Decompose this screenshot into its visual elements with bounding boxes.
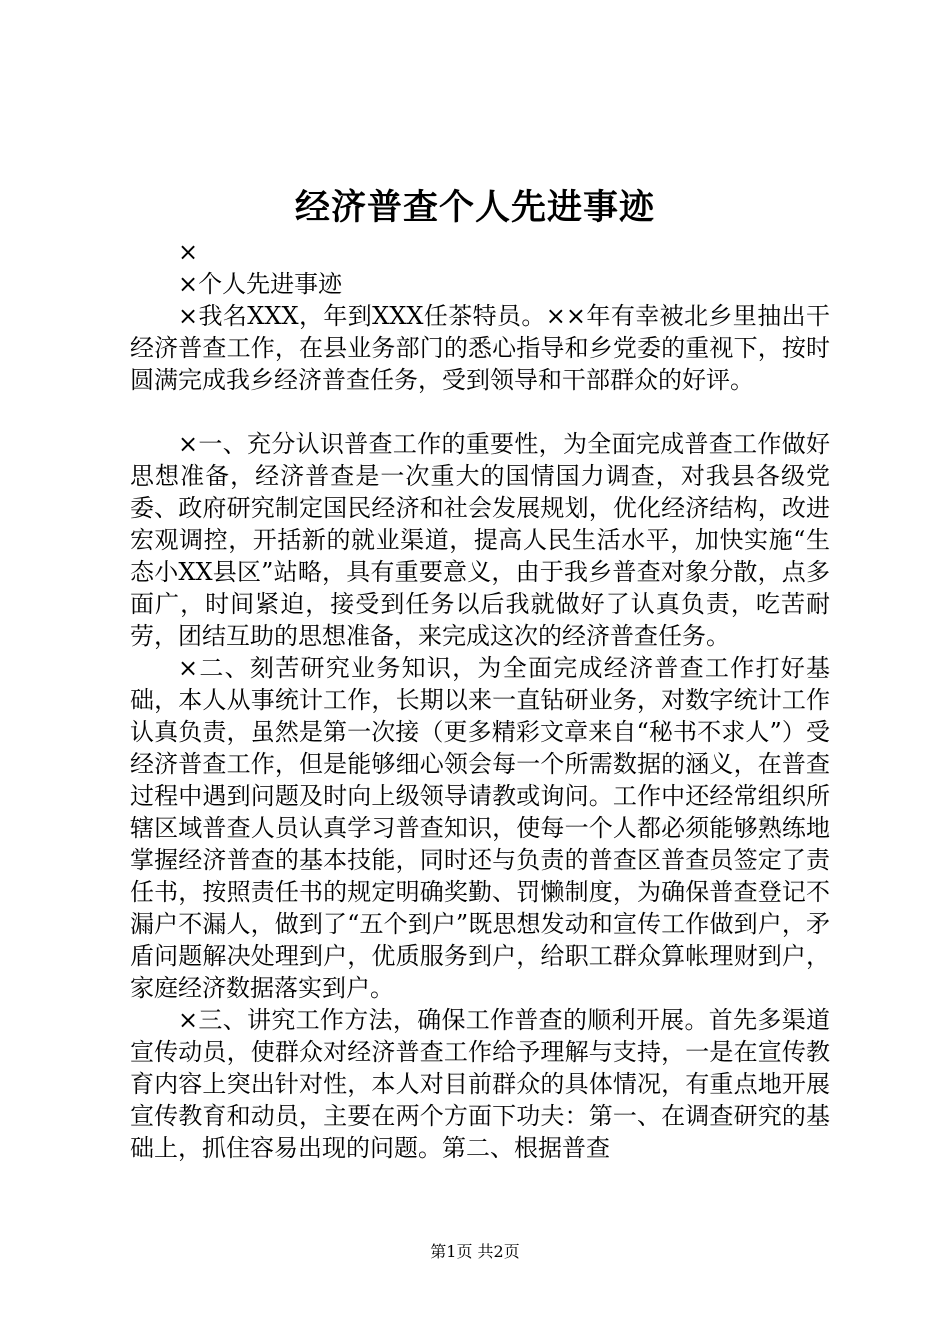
- paragraph-1: ×: [178, 238, 199, 266]
- document-title: 经济普查个人先进事迹: [294, 187, 655, 228]
- document-body: [130, 236, 830, 1164]
- paragraph-2: ×个人先进事迹: [178, 270, 343, 298]
- paragraph-4: ×一、充分认识普查工作的重要性，为全面完成普查工作做好思想准备，经济普查是一次重大的国情国力调查，对我县各级党委、政府研究制定国民经济和社会发展规划，优化经济结构，改进宏观调控，开括新的就业渠道，提高人民生活水平，加快实施“生态小XX县区”站略，具有重要意义，由于我乡普查对象分散，点多面广，时间紧迫，接受到任务以后我就做好了认真负责，吃苦耐劳，团结互助的思想准备，来完成这次的经济普查任务。: [130, 430, 830, 650]
- page-number-footer: 第1页 共2页: [430, 1242, 520, 1261]
- paragraph-3: ×我名XXX，年到XXX任茶特员。××年有幸被北乡里抽出干经济普查工作，在县业务部门的悉心指导和乡党委的重视下，按时圆满完成我乡经济普查任务，受到领导和干部群众的好评。: [130, 302, 830, 394]
- paragraph-6: ×三、讲究工作方法，确保工作普查的顺利开展。首先多渠道宣传动员，使群众对经济普查工作给予理解与支持，一是在宣传教育内容上突出针对性，本人对目前群众的具体情况，有重点地开展宣传教育和动员，主要在两个方面下功夫：第一、在调查研究的基础上，抓住容易出现的问题。第二、根据普查: [130, 1006, 830, 1162]
- paragraph-5: ×二、刻苦研究业务知识，为全面完成经济普查工作打好基础，本人从事统计工作，长期以来一直钻研业务，对数字统计工作认真负责，虽然是第一次接（更多精彩文章来自“秘书不求人”）受经济普查工作，但是能够细心领会每一个所需数据的涵义，在普查过程中遇到问题及时向上级领导请教或询问。工作中还经常组织所辖区域普查人员认真学习普查知识，使每一个人都必须能够熟练地掌握经济普查的基本技能，同时还与负责的普查区普查员签定了责任书，按照责任书的规定明确奖勤、罚懒制度，为确保普查登记不漏户不漏人，做到了“五个到户”既思想发动和宣传工作做到户，矛盾问题解决处理到户，优质服务到户，给职工群众算帐理财到户，家庭经济数据落实到户。: [130, 654, 830, 1002]
